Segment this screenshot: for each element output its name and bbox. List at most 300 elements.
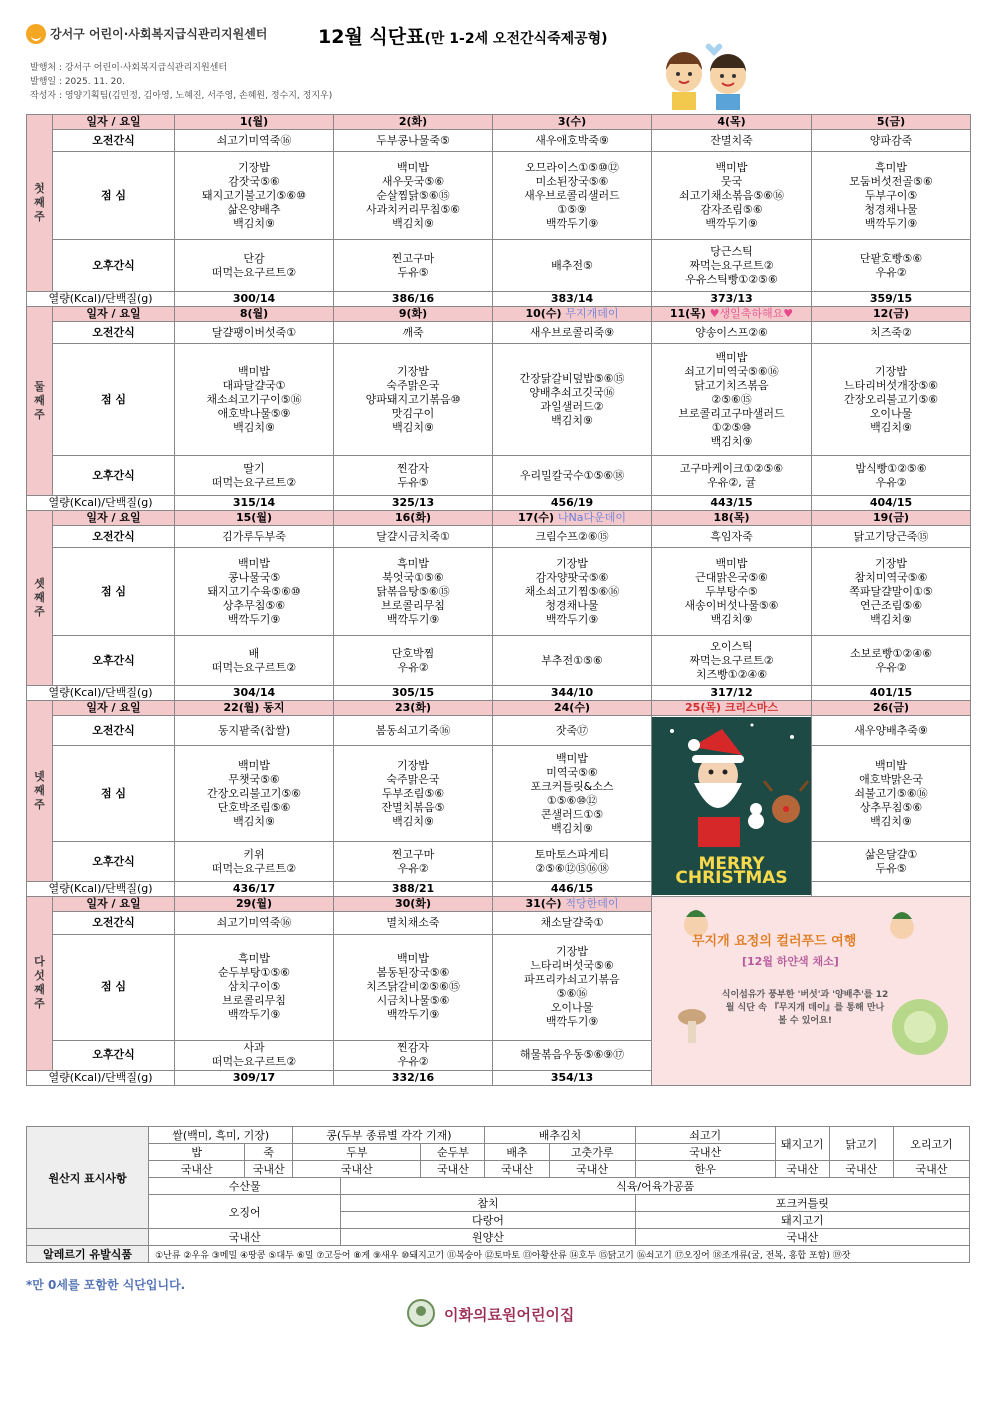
menu-item: 백깍두기⑨ xyxy=(386,612,440,626)
menu-item: 기장밥 xyxy=(556,556,588,570)
morning-row xyxy=(27,526,971,548)
day-date: 4(목) xyxy=(717,115,746,128)
afternoon-snack xyxy=(334,456,493,496)
kcal-value: 359/15 xyxy=(812,292,971,307)
week-name: 넷째주 xyxy=(34,770,45,811)
menu-item: 삼치구이⑤ xyxy=(227,980,281,994)
kcal-value: 332/16 xyxy=(334,1070,493,1085)
kcal-value: 436/17 xyxy=(175,882,334,897)
week-name: 셋째주 xyxy=(34,577,45,618)
menu-item: 흑미밥 xyxy=(875,160,907,174)
morning-snack: 닭고기당근죽⑮ xyxy=(812,526,971,548)
menu-item: 딸기 xyxy=(243,461,265,475)
day-date: 25(목) 크리스마스 xyxy=(685,701,778,714)
kcal-value: 373/13 xyxy=(652,292,812,307)
menu-item: 백김치⑨ xyxy=(233,420,275,434)
afternoon-label: 오후간식 xyxy=(53,842,175,882)
menu-item: 삶은달걀① xyxy=(864,847,918,861)
menu-item: ②⑤⑥⑮ xyxy=(711,392,752,406)
day-date: 26(금) xyxy=(873,701,909,714)
allergy-list: ①난류 ②우유 ③메밀 ④땅콩 ⑤대두 ⑥밀 ⑦고등어 ⑧게 ⑨새우 ⑩돼지고기 ⑪복숭아 ⑫토마토 ⑬아황산류 ⑭호두 ⑮닭고기 ⑯쇠고기 ⑰오징어 ⑱조개류(굴, 전복, 홍합 포함) ⑲잣 xyxy=(149,1246,970,1263)
menu-item: 새우뭇국⑤⑥ xyxy=(381,174,445,188)
day-date: 2(화) xyxy=(398,115,428,128)
origin-pork: 돼지고기 xyxy=(775,1127,829,1161)
menu-item: 브로콜리무침 xyxy=(222,994,286,1008)
menu-item: 근대맑은국⑤⑥ xyxy=(695,570,768,584)
origin-value: 국내산 xyxy=(775,1161,829,1178)
kcal-value xyxy=(812,882,971,897)
menu-item: 백김치⑨ xyxy=(870,420,912,434)
lunch-menu xyxy=(493,344,652,456)
origin-tuna: 참치 xyxy=(341,1195,635,1212)
menu-item: 간장닭갈비덮밥⑤⑥⑮ xyxy=(519,371,625,385)
menu-item: 닭볶음탕⑤⑥⑮ xyxy=(376,584,450,598)
menu-item: 배 xyxy=(248,646,260,660)
day-date: 1(월) xyxy=(239,115,269,128)
menu-item: 흑미밥 xyxy=(397,556,429,570)
lunch-menu xyxy=(493,746,652,842)
menu-item: 기장밥 xyxy=(875,556,907,570)
afternoon-snack xyxy=(493,456,652,496)
afternoon-snack xyxy=(175,1041,334,1071)
menu-table xyxy=(26,114,971,1086)
origin-label: 원산지 표시사항 xyxy=(27,1127,149,1229)
lunch-row xyxy=(27,548,971,636)
afternoon-row xyxy=(27,456,971,496)
lunch-label: 점 심 xyxy=(53,548,175,636)
afternoon-snack xyxy=(812,240,971,292)
kcal-value: 300/14 xyxy=(175,292,334,307)
menu-item: 백깍두기⑨ xyxy=(864,216,918,230)
christmas-panel xyxy=(652,716,812,897)
morning-snack: 치즈죽② xyxy=(812,322,971,344)
menu-item: 백김치⑨ xyxy=(233,814,275,828)
afternoon-snack xyxy=(652,240,812,292)
menu-item: 기장밥 xyxy=(238,160,270,174)
kcal-label: 열량(Kcal)/단백질(g) xyxy=(27,292,175,307)
day-header xyxy=(652,701,812,716)
menu-item: 백김치⑨ xyxy=(551,413,593,427)
morning-snack: 두부콩나물죽⑤ xyxy=(334,130,493,152)
origin-value: 국내산 xyxy=(149,1161,245,1178)
menu-item: 두유⑤ xyxy=(397,265,429,279)
origin-rice: 쌀(백미, 흑미, 기장) xyxy=(149,1127,293,1144)
day-header xyxy=(493,897,652,912)
menu-item: 연근조림⑤⑥ xyxy=(859,598,923,612)
menu-item: 우리밀칼국수①⑤⑥⑱ xyxy=(519,468,625,482)
week-label xyxy=(27,307,53,496)
afternoon-snack xyxy=(493,1041,652,1071)
morning-snack: 흑임자죽 xyxy=(652,526,812,548)
day-header xyxy=(652,307,812,322)
menu-item: 백김치⑨ xyxy=(710,612,753,626)
kcal-row xyxy=(27,882,971,897)
menu-item: 감잣국⑤⑥ xyxy=(228,174,280,188)
origin-value: 국내산 xyxy=(293,1161,421,1178)
origin-beef: 쇠고기 xyxy=(635,1127,775,1144)
morning-row xyxy=(27,322,971,344)
afternoon-snack xyxy=(334,842,493,882)
origin-value: 국내산 xyxy=(549,1161,635,1178)
menu-item: 북엇국①⑤⑥ xyxy=(382,570,444,584)
menu-item: 찐감자 xyxy=(397,1041,429,1055)
menu-item: 돼지고기수육⑤⑥⑩ xyxy=(207,584,301,598)
lunch-row xyxy=(27,152,971,240)
week-name: 둘째주 xyxy=(34,380,45,421)
afternoon-snack xyxy=(175,240,334,292)
origin-value: 국내산 xyxy=(893,1161,969,1178)
kcal-label: 열량(Kcal)/단백질(g) xyxy=(27,1070,175,1085)
menu-item: 잔멸치볶음⑤ xyxy=(381,800,445,814)
day-row xyxy=(27,307,971,322)
menu-item: 채소쇠고기찜⑤⑥⑯ xyxy=(524,584,620,598)
menu-item: ①⑤⑥⑩⑫ xyxy=(546,793,598,807)
menu-item: 치즈빵①②④⑥ xyxy=(695,667,768,681)
day-date: 5(금) xyxy=(876,115,906,128)
lunch-menu xyxy=(812,344,971,456)
day-date: 16(화) xyxy=(395,511,431,524)
menu-item: 백미밥 xyxy=(397,952,429,966)
menu-item: 백미밥 xyxy=(875,758,907,772)
morning-snack: 잣죽⑰ xyxy=(493,716,652,746)
day-date: 24(수) xyxy=(554,701,590,714)
menu-item: 찐고구마 xyxy=(391,847,435,861)
footnote: *만 0세를 포함한 식단입니다. xyxy=(26,1278,186,1292)
day-header xyxy=(175,115,334,130)
afternoon-snack xyxy=(334,636,493,686)
rainbow-text: 식이섬유가 풍부한 '버섯'과 '양배추'를 12월 식단 속 『무지개 데이』를 통해 만나 볼 수 있어요! xyxy=(721,990,889,1026)
day-date: 29(월) xyxy=(236,897,272,911)
origin-cutlet: 포크커틀릿 xyxy=(635,1195,969,1212)
kcal-row xyxy=(27,496,971,511)
menu-item: 상추무침⑤⑥ xyxy=(222,598,286,612)
lunch-menu xyxy=(175,344,334,456)
kcal-value: 305/15 xyxy=(334,686,493,701)
origin-value: 국내산 xyxy=(485,1161,549,1178)
kcal-value: 354/13 xyxy=(493,1070,652,1085)
menu-item: 두부구이⑤ xyxy=(864,188,918,202)
origin-item: 밥 xyxy=(149,1144,245,1161)
menu-item: 백김치⑨ xyxy=(710,434,753,448)
santa-illustration xyxy=(652,717,812,857)
afternoon-snack xyxy=(493,240,652,292)
menu-item: 오므라이스①⑤⑩⑫ xyxy=(525,160,619,174)
menu-item: 토마토스파게티 xyxy=(534,847,610,861)
origin-squid-value: 국내산 xyxy=(149,1229,341,1246)
menu-item: 양배추쇠고깃국⑯ xyxy=(529,385,615,399)
origin-seafood: 수산물 xyxy=(149,1178,341,1195)
day-header xyxy=(493,115,652,130)
menu-item: 떠먹는요구르트② xyxy=(211,1055,297,1069)
afternoon-label: 오후간식 xyxy=(53,456,175,496)
afternoon-snack xyxy=(493,842,652,882)
menu-item: 감자양팟국⑤⑥ xyxy=(535,570,609,584)
morning-snack: 양송이스프②⑥ xyxy=(652,322,812,344)
menu-item: 콘샐러드①⑤ xyxy=(540,807,604,821)
lunch-label: 점 심 xyxy=(53,746,175,842)
menu-item: 콩나물국⑤ xyxy=(227,570,281,584)
morning-snack: 잔멸치죽 xyxy=(652,130,812,152)
kcal-value: 309/17 xyxy=(175,1070,334,1085)
kcal-label: 열량(Kcal)/단백질(g) xyxy=(27,686,175,701)
menu-item: 포크커틀릿&소스 xyxy=(530,779,614,793)
authors: 작성자 : 영양기획팀(김민정, 김아영, 노혜진, 서주영, 손혜원, 정수지, 정지우) xyxy=(30,91,333,101)
day-header xyxy=(175,307,334,322)
lunch-menu xyxy=(652,548,812,636)
day-date: 30(화) xyxy=(395,897,431,911)
morning-snack: 봄동쇠고기죽⑯ xyxy=(334,716,493,746)
menu-item: 느타리버섯개장⑤⑥ xyxy=(843,378,939,392)
lunch-menu xyxy=(175,934,334,1040)
date-day-label: 일자 / 요일 xyxy=(53,115,175,130)
menu-item: 찐고구마 xyxy=(391,251,435,265)
day-event: 적당한데이 xyxy=(565,897,619,911)
menu-item: 백미밥 xyxy=(238,556,270,570)
menu-item: 백깍두기⑨ xyxy=(227,612,281,626)
origin-kimchi: 배추김치 xyxy=(485,1127,635,1144)
week-name: 첫째주 xyxy=(34,182,45,223)
origin-squid: 오징어 xyxy=(149,1195,341,1229)
day-date: 10(수) xyxy=(525,307,562,320)
day-header xyxy=(652,511,812,526)
date-day-label: 일자 / 요일 xyxy=(53,511,175,526)
morning-snack: 채소달걀죽① xyxy=(493,912,652,934)
menu-item: 대파달걀국① xyxy=(222,378,286,392)
origin-pork-value: 국내산 xyxy=(635,1229,969,1246)
menu-item: 백김치⑨ xyxy=(392,420,434,434)
menu-item: 미소된장국⑤⑥ xyxy=(535,174,609,188)
menu-item: 시금치나물⑤⑥ xyxy=(376,994,450,1008)
morning-snack: 깨죽 xyxy=(334,322,493,344)
morning-row xyxy=(27,716,971,746)
day-date: 17(수) xyxy=(518,511,555,524)
menu-item: 우유스틱빵①②⑤⑥ xyxy=(685,272,778,286)
rainbow-panel xyxy=(652,897,971,1086)
day-date: 19(금) xyxy=(873,511,909,524)
afternoon-row xyxy=(27,842,971,882)
origin-table xyxy=(26,1126,970,1263)
menu-item: 백김치⑨ xyxy=(551,821,593,835)
menu-item: 단팥호빵⑤⑥ xyxy=(859,251,923,265)
menu-item: 단호박찜 xyxy=(391,646,435,660)
issue-date: 발행일 : 2025. 11. 20. xyxy=(30,77,125,87)
morning-snack: 새우애호박죽⑨ xyxy=(493,130,652,152)
kcal-value: 401/15 xyxy=(812,686,971,701)
morning-snack: 쇠고기미역죽⑯ xyxy=(175,130,334,152)
day-header xyxy=(334,115,493,130)
date-day-label: 일자 / 요일 xyxy=(53,701,175,716)
daycare-emblem-icon xyxy=(404,1298,438,1328)
menu-item: 키위 xyxy=(243,847,265,861)
menu-item: 사과치커리무침⑤⑥ xyxy=(365,202,461,216)
morning-label: 오전간식 xyxy=(53,130,175,152)
menu-item: 우유② xyxy=(875,475,907,489)
menu-item: 순두부탕①⑤⑥ xyxy=(217,966,291,980)
origin-blank xyxy=(27,1229,149,1246)
lunch-row xyxy=(27,746,971,842)
menu-item: 오이나물 xyxy=(869,406,913,420)
kcal-value: 383/14 xyxy=(493,292,652,307)
lunch-menu xyxy=(334,746,493,842)
day-header xyxy=(812,511,971,526)
menu-item: 밤식빵①②⑤⑥ xyxy=(855,461,927,475)
lunch-menu xyxy=(812,152,971,240)
day-header xyxy=(493,307,652,322)
kcal-value: 446/15 xyxy=(493,882,652,897)
kcal-label: 열량(Kcal)/단백질(g) xyxy=(27,496,175,511)
afternoon-snack xyxy=(812,456,971,496)
menu-item: 모둠버섯전골⑤⑥ xyxy=(849,174,933,188)
menu-item: 새송이버섯나물⑤⑥ xyxy=(684,598,779,612)
day-event: 나Na다운데이 xyxy=(557,511,626,524)
week-label xyxy=(27,511,53,686)
afternoon-snack xyxy=(175,636,334,686)
lunch-label: 점 심 xyxy=(53,344,175,456)
kcal-value: 325/13 xyxy=(334,496,493,511)
menu-item: 애호박나물⑤⑨ xyxy=(217,406,291,420)
afternoon-label: 오후간식 xyxy=(53,1041,175,1071)
menu-item: 우유②, 귤 xyxy=(707,475,756,489)
origin-tuna-value: 원양산 xyxy=(341,1229,635,1246)
kcal-value: 317/12 xyxy=(652,686,812,701)
menu-item: 파프리카쇠고기볶음 xyxy=(524,973,620,987)
menu-item: 참치미역국⑤⑥ xyxy=(854,570,928,584)
menu-item: 애호박맑은국 xyxy=(859,772,923,786)
origin-item: 두부 xyxy=(293,1144,421,1161)
menu-item: 기장밥 xyxy=(875,364,907,378)
menu-item: 감자조림⑤⑥ xyxy=(700,202,763,216)
week-label xyxy=(27,115,53,292)
menu-item: 미역국⑤⑥ xyxy=(546,765,598,779)
menu-item: ②⑤⑥⑫⑮⑯⑱ xyxy=(535,861,609,875)
menu-item: 간장오리불고기⑤⑥ xyxy=(206,786,302,800)
origin-item: 순두부 xyxy=(421,1144,485,1161)
menu-item: 백김치⑨ xyxy=(392,814,434,828)
menu-item: 백깍두기⑨ xyxy=(227,1008,281,1022)
day-date: 9(화) xyxy=(398,307,428,320)
afternoon-snack xyxy=(812,636,971,686)
lunch-menu xyxy=(493,152,652,240)
menu-item: 기장밥 xyxy=(556,945,588,959)
menu-item: 기장밥 xyxy=(397,364,429,378)
afternoon-label: 오후간식 xyxy=(53,240,175,292)
morning-snack: 달걀팽이버섯죽① xyxy=(175,322,334,344)
menu-item: 돼지고기불고기⑤⑥⑩ xyxy=(202,188,306,202)
lunch-menu xyxy=(175,548,334,636)
day-header xyxy=(812,307,971,322)
day-row xyxy=(27,701,971,716)
morning-snack: 쇠고기미역죽⑯ xyxy=(175,912,334,934)
menu-item: 고구마케이크①②⑤⑥ xyxy=(679,461,784,475)
menu-item: 쇠고기미역국⑤⑥⑯ xyxy=(684,364,779,378)
menu-item: 백김치⑨ xyxy=(392,216,434,230)
date-day-label: 일자 / 요일 xyxy=(53,897,175,912)
morning-row xyxy=(27,130,971,152)
day-date: 8(월) xyxy=(239,307,269,320)
menu-item: 해물볶음우동⑤⑥⑨⑰ xyxy=(519,1048,625,1062)
morning-snack: 달걀시금치죽① xyxy=(334,526,493,548)
morning-label: 오전간식 xyxy=(53,322,175,344)
menu-item: 단감 xyxy=(243,251,265,265)
day-row xyxy=(27,511,971,526)
origin-item: 고춧가루 xyxy=(549,1144,635,1161)
menu-item: 숙주맑은국 xyxy=(386,378,440,392)
menu-item: 순살찜닭⑤⑥⑮ xyxy=(376,188,450,202)
day-header xyxy=(175,511,334,526)
lunch-menu xyxy=(334,344,493,456)
origin-duck: 오리고기 xyxy=(893,1127,969,1161)
lunch-menu xyxy=(334,934,493,1040)
menu-item: 채소쇠고기구이⑤⑯ xyxy=(206,392,302,406)
afternoon-snack xyxy=(493,636,652,686)
menu-item: 쇠불고기⑤⑥⑯ xyxy=(854,786,928,800)
menu-item: 오이스틱 xyxy=(710,639,753,653)
menu-item: 백미밥 xyxy=(238,758,270,772)
lunch-menu xyxy=(334,152,493,240)
menu-item: 양파돼지고기볶음⑩ xyxy=(365,392,461,406)
menu-item: 무챗국⑤⑥ xyxy=(228,772,280,786)
morning-label: 오전간식 xyxy=(53,912,175,934)
menu-item: 오이나물 xyxy=(550,1001,594,1015)
menu-item: 치즈닭갈비②⑤⑥⑮ xyxy=(366,980,460,994)
christmas-text: MERRY CHRISTMAS xyxy=(675,854,788,888)
week-name: 다섯째주 xyxy=(34,955,45,1011)
menu-item: 떠먹는요구르트② xyxy=(211,475,297,489)
kcal-value: 386/16 xyxy=(334,292,493,307)
day-header xyxy=(334,511,493,526)
morning-snack: 김가루두부죽 xyxy=(175,526,334,548)
origin-processed: 식육/어육가공품 xyxy=(341,1178,970,1195)
morning-snack: 멸치채소죽 xyxy=(334,912,493,934)
origin-bean: 콩(두부 종류별 각각 기재) xyxy=(293,1127,485,1144)
lunch-label: 점 심 xyxy=(53,152,175,240)
menu-item: 백깍두기⑨ xyxy=(386,1008,440,1022)
day-header xyxy=(175,701,334,716)
morning-snack: 새우양배추죽⑨ xyxy=(812,716,971,746)
afternoon-snack xyxy=(652,636,812,686)
day-header xyxy=(493,701,652,716)
menu-item: ①⑤⑨ xyxy=(557,202,587,216)
menu-item: 우유② xyxy=(397,660,429,674)
origin-value: 국내산 xyxy=(245,1161,293,1178)
menu-item: 청경채나물 xyxy=(545,598,599,612)
menu-item: 떠먹는요구르트② xyxy=(211,660,297,674)
kcal-value: 304/14 xyxy=(175,686,334,701)
menu-item: 백깍두기⑨ xyxy=(545,1015,599,1029)
kcal-label: 열량(Kcal)/단백질(g) xyxy=(27,882,175,897)
kids-illustration xyxy=(652,40,762,112)
menu-item: 브로콜리무침 xyxy=(381,598,445,612)
day-header xyxy=(812,701,971,716)
lunch-menu xyxy=(812,548,971,636)
morning-snack: 크림수프②⑥⑮ xyxy=(493,526,652,548)
origin-value: 국내산 xyxy=(421,1161,485,1178)
menu-item: 두부조림⑤⑥ xyxy=(381,786,445,800)
center-name: 강서구 어린이·사회복지급식관리지원센터 xyxy=(50,27,268,41)
menu-item: 느타리버섯국⑤⑥ xyxy=(530,959,614,973)
menu-item: 숙주맑은국 xyxy=(386,772,440,786)
menu-item: 떠먹는요구르트② xyxy=(211,861,297,875)
kcal-value: 443/15 xyxy=(652,496,812,511)
day-date: 15(월) xyxy=(236,511,272,524)
menu-item: 짜먹는요구르트② xyxy=(689,653,774,667)
menu-item: 뭇국 xyxy=(720,174,743,188)
afternoon-row xyxy=(27,240,971,292)
morning-label: 오전간식 xyxy=(53,526,175,548)
menu-item: 백깍두기⑨ xyxy=(705,216,758,230)
kcal-value: 404/15 xyxy=(812,496,971,511)
lunch-menu xyxy=(175,152,334,240)
